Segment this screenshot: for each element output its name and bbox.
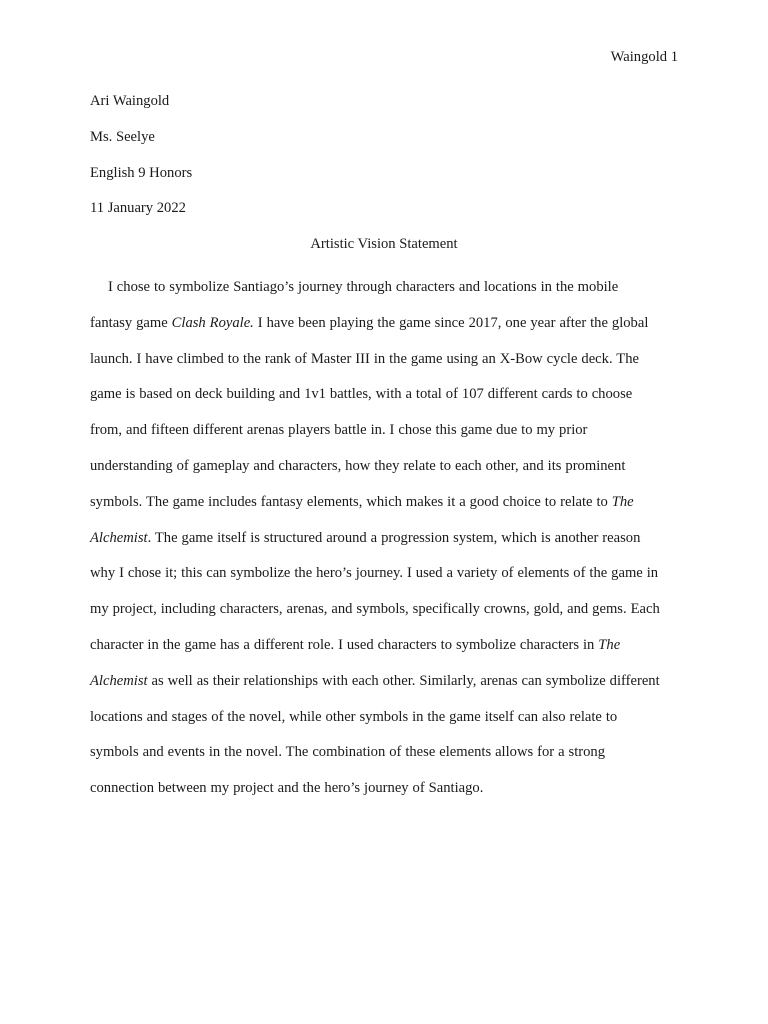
line-text: why I chose it; this can symbolize the hero’s journey. I used a variety of elements of the game in xyxy=(90,565,659,582)
line-text: connection between my project and the hero’s journey of Santiago. xyxy=(90,780,484,797)
line-text: . The game itself is structured around a progression system, which is another reason xyxy=(147,529,641,546)
book-title-italic: The xyxy=(611,493,634,510)
line-text: locations and stages of the novel, while other symbols in the game itself can also relate to xyxy=(90,708,618,725)
paragraph-line xyxy=(90,306,678,342)
game-title-italic: Clash Royale. xyxy=(171,314,254,331)
paragraph-line xyxy=(90,449,678,485)
paragraph-line xyxy=(90,771,678,807)
line-text: from, and fifteen different arenas players battle in. I chose this game due to my prior xyxy=(90,422,588,439)
line-text: symbols. The game includes fantasy elements, which makes it a good choice to relate to xyxy=(90,493,612,510)
line-text: launch. I have climbed to the rank of Master III in the game using an X-Bow cycle deck. The xyxy=(90,350,639,367)
essay-paragraph xyxy=(90,270,678,807)
teacher-name: Ms. Seelye xyxy=(90,128,155,145)
document-body xyxy=(90,91,678,807)
paragraph-line xyxy=(90,700,678,736)
line-text: fantasy game xyxy=(90,314,172,331)
paragraph-line xyxy=(90,377,678,413)
book-title-italic: The xyxy=(598,636,621,653)
paragraph-line xyxy=(90,592,678,628)
paragraph-line xyxy=(90,413,678,449)
line-text: my project, including characters, arenas, and symbols, specifically crowns, gold, and gems. Each xyxy=(90,601,660,618)
paragraph-line xyxy=(90,556,678,592)
line-text: game is based on deck building and 1v1 battles, with a total of 107 different cards to choose xyxy=(90,386,633,403)
paragraph-line xyxy=(90,342,678,378)
course-name: English 9 Honors xyxy=(90,164,193,181)
book-title-italic: Alchemist xyxy=(90,529,148,546)
essay-date: 11 January 2022 xyxy=(90,200,186,217)
essay-title: Artistic Vision Statement xyxy=(310,236,458,253)
author-name: Ari Waingold xyxy=(90,93,170,109)
paragraph-line xyxy=(90,270,678,306)
book-title-italic: Alchemist xyxy=(90,672,148,689)
paragraph-line xyxy=(90,485,678,521)
paragraph-line xyxy=(90,664,678,700)
line-text: as well as their relationships with each other. Similarly, arenas can symbolize different xyxy=(147,672,660,689)
line-text: character in the game has a different role. I used characters to symbolize characters in xyxy=(90,636,599,653)
line-text: I have been playing the game since 2017, one year after the global xyxy=(253,314,649,331)
line-text: understanding of gameplay and characters, how they relate to each other, and its prominent xyxy=(90,457,626,474)
line-text: symbols and events in the novel. The combination of these elements allows for a strong xyxy=(90,744,606,761)
line-text: I chose to symbolize Santiago’s journey through characters and locations in the mobile xyxy=(108,278,619,295)
paragraph-line xyxy=(90,735,678,771)
paragraph-line xyxy=(90,628,678,664)
running-head: Waingold 1 xyxy=(610,49,678,65)
paragraph-line xyxy=(90,521,678,557)
